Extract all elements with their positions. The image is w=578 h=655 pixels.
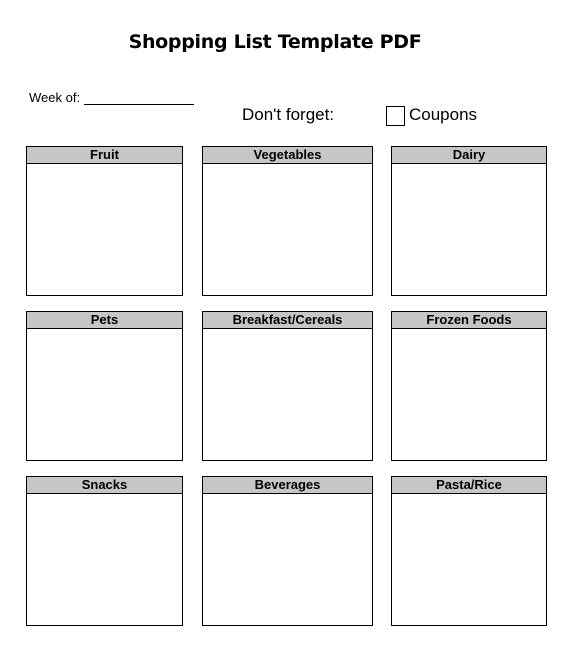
category-box-pasta-rice bbox=[391, 476, 547, 626]
category-box-snacks bbox=[26, 476, 183, 626]
category-header: Dairy bbox=[392, 147, 546, 164]
category-header: Fruit bbox=[27, 147, 182, 164]
week-of-field bbox=[29, 90, 194, 105]
week-of-blank-line[interactable] bbox=[84, 91, 194, 105]
category-header: Vegetables bbox=[203, 147, 372, 164]
page-title: Shopping List Template PDF bbox=[128, 31, 422, 53]
category-header: Beverages bbox=[203, 477, 372, 494]
category-box-vegetables bbox=[202, 146, 373, 296]
category-box-breakfast-cereals bbox=[202, 311, 373, 461]
category-box-fruit bbox=[26, 146, 183, 296]
category-header: Breakfast/Cereals bbox=[203, 312, 372, 329]
dont-forget-label: Don't forget: bbox=[242, 105, 335, 124]
category-header: Frozen Foods bbox=[392, 312, 546, 329]
category-header: Pasta/Rice bbox=[392, 477, 546, 494]
category-box-beverages bbox=[202, 476, 373, 626]
category-box-pets bbox=[26, 311, 183, 461]
category-header: Pets bbox=[27, 312, 182, 329]
category-header: Snacks bbox=[27, 477, 182, 494]
category-box-dairy bbox=[391, 146, 547, 296]
coupons-label: Coupons bbox=[409, 105, 478, 124]
coupons-checkbox[interactable] bbox=[386, 106, 405, 126]
category-box-frozen-foods bbox=[391, 311, 547, 461]
week-of-label: Week of: bbox=[29, 90, 81, 105]
